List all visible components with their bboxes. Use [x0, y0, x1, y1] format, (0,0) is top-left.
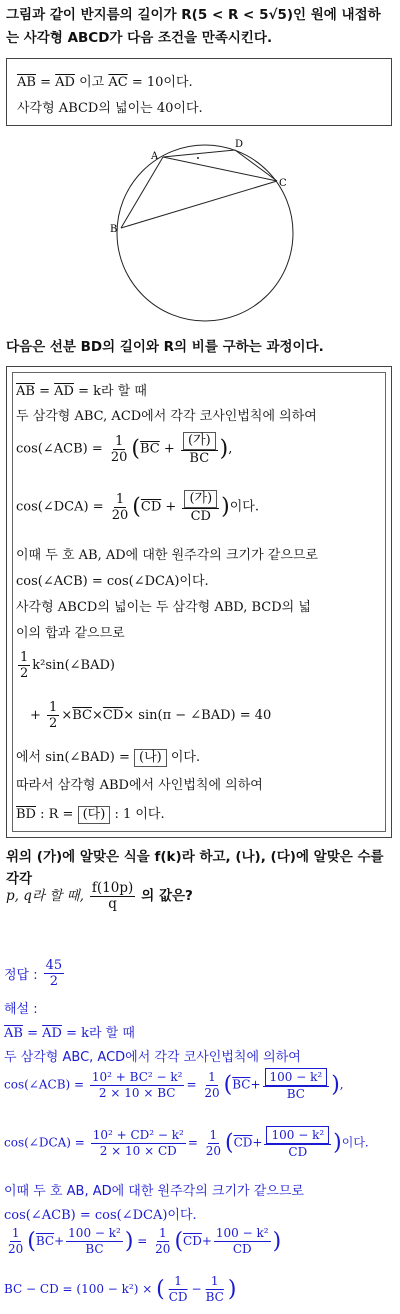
- explanation-label: 해설 :: [4, 1002, 38, 1017]
- condition-1: $\overline{AB} = \overline{AD}$ 이고 $\overline{AC} = 10$이다.: [17, 75, 193, 90]
- process-cos-acb: cos(∠ACB) = $\frac{1}{20}$ ($\overline{BC}$ + $\frac{\text{(가)}}{BC}$ ),: [16, 433, 233, 466]
- blank-ga-2: (가): [184, 490, 217, 508]
- process-line-6: cos(∠ACB) = cos(∠DCA)이다.: [16, 574, 209, 589]
- process-area-line-2: + $\frac{1}{2}$ $\times\overline{BC}\times\overline{CD}\times \sin(\pi$ − ∠BAD) = 40: [30, 700, 272, 731]
- circle-center-dot: [197, 157, 199, 159]
- problem-intro-line-1: 그림과 같이 반지름의 길이가 R(5 < R < 5√5)인 원에 내접하: [6, 7, 381, 23]
- solution-box-acb: 100 − k²: [265, 1068, 328, 1086]
- process-line-7: 사각형 ABCD의 넓이는 두 삼각형 ABD, BCD의 넓: [16, 600, 311, 615]
- process-area-line-1: $\frac{1}{2}$ k²sin(∠BAD): [20, 650, 115, 681]
- blank-ga-1: (가): [183, 432, 216, 450]
- process-intro: 다음은 선분 BD의 길이와 R의 비를 구하는 과정이다.: [6, 339, 324, 355]
- solution-cos-dca: cos(∠DCA) = $\frac{\text{10² + CD² − k²}}{2 \times 10 \times CD}$ = $\frac{1}{20}$ ($\overline{CD}+$ $\frac{\text{100 − k²}}{CD}$ )이다.: [4, 1127, 369, 1159]
- process-line-12: 따라서 삼각형 ABD에서 사인법칙에 의하여: [16, 778, 263, 793]
- label-d: D: [235, 139, 244, 150]
- process-line-11: 에서 sin(∠BAD) = (나) 이다.: [16, 750, 201, 765]
- condition-box: [6, 58, 392, 126]
- blank-na: (나): [134, 749, 167, 767]
- solution-box-dca: 100 − k²: [266, 1126, 329, 1144]
- process-line-13: $\overline{BD}$ : R = (다) : 1 이다.: [16, 807, 165, 822]
- process-line-2: 두 삼각형 ABC, ACD에서 각각 코사인법칙에 의하여: [16, 409, 317, 424]
- solution-difference-line: BC − CD = (100 − k²) × ( $\frac{1}{CD}$ − $\frac{1}{BC}$ ): [4, 1274, 237, 1304]
- circumcircle: [117, 145, 293, 321]
- condition-2: 사각형 ABCD의 넓이는 40이다.: [17, 101, 203, 116]
- solution-equate-line: $\frac{1}{20}$ ($\overline{BC}+$ $\frac{\text{100 − k²}}{BC}$ ) = $\frac{1}{20}$ ($\overline{CD}+$ $\frac{\text{100 − k²}}{CD}$ ): [8, 1226, 282, 1256]
- process-line-5: 이때 두 호 AB, AD에 대한 원주각의 크기가 같으므로: [16, 548, 318, 563]
- process-line-1: $\overline{AB} = \overline{AD} = k$라 할 때: [16, 384, 147, 399]
- blank-da: (다): [78, 806, 111, 824]
- label-b: B: [110, 224, 118, 235]
- question-line-2: p, q라 할 때, $\frac{f(10p)}{q}$ 의 값은?: [6, 879, 193, 912]
- label-c: C: [279, 178, 287, 189]
- question-line-1: 위의 (가)에 알맞은 식을 f(k)라 하고, (나), (다)에 알맞은 수를 각각: [6, 849, 384, 887]
- process-cos-dca: cos(∠DCA) = $\frac{1}{20}$ ($\overline{CD}$ + $\frac{\text{(가)}}{CD}$ )이다.: [16, 491, 259, 524]
- process-line-8: 이의 합과 같으므로: [16, 626, 125, 641]
- label-a: A: [151, 151, 159, 162]
- solution-line-1: $\overline{AB} = \overline{AD} = k$라 할 때: [4, 1026, 135, 1041]
- problem-intro-line-2: 는 사각형 ABCD가 다음 조건을 만족시킨다.: [6, 30, 273, 46]
- solution-line-6: cos(∠ACB) = cos(∠DCA)이다.: [4, 1208, 197, 1223]
- solution-line-2: 두 삼각형 ABC, ACD에서 각각 코사인법칙에 의하여: [4, 1050, 301, 1065]
- solution-line-5: 이때 두 호 AB, AD에 대한 원주각의 크기가 같으므로: [4, 1184, 304, 1199]
- answer-line: 정답 : $\frac{45}{2}$: [4, 958, 63, 989]
- inscribed-quadrilateral-figure: [100, 138, 310, 328]
- solution-cos-acb: cos(∠ACB) = $\frac{\text{10² + BC² − k²}}{2 \times 10 \times BC}$ = $\frac{1}{20}$ ($\overline{BC}+$ $\frac{\text{100 − k²}}{BC}$ ),: [4, 1069, 344, 1101]
